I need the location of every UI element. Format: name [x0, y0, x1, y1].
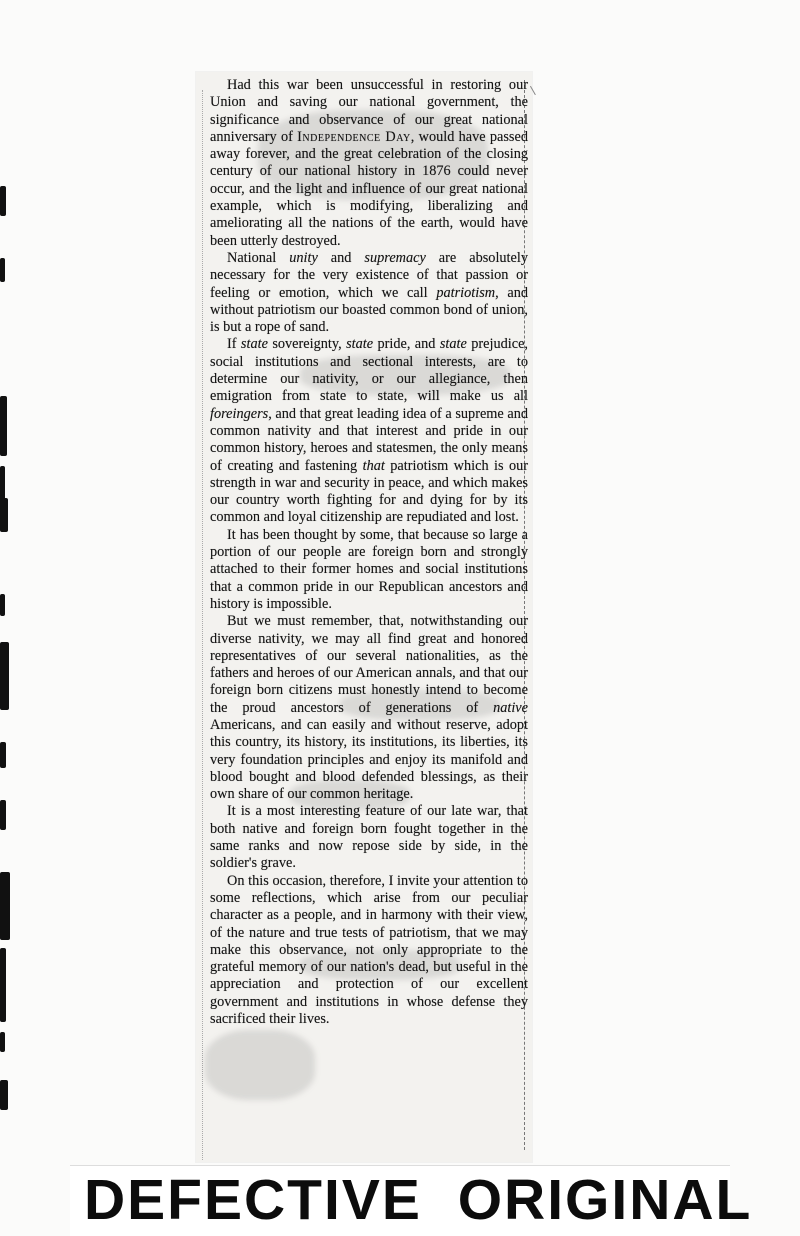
- paragraph-text: Had this war been unsuccessful in restoring our Union and saving our national government, the significance and observance of our great national anniversary of: [210, 77, 528, 145]
- paste-stain: [205, 1030, 315, 1100]
- paragraph-text: Americans, and can easily and without reserve, adopt this country, its history, its institutions, its liberties, its very foundation principles and enjoy its manifold and blood bought and blood defended blessings, as their own share of our common heritage.: [210, 716, 528, 803]
- italic-word: state: [439, 336, 467, 353]
- clipping-left-edge: [202, 90, 203, 1160]
- paragraph-text: prejudice, social institutions and sectional interests, are to determine our nativity, or our allegiance, then emigration from state to state, will make us all: [210, 336, 528, 405]
- paragraph-text: But we must remember, that, notwithstanding our diverse nativity, we may all find great and honored representatives of our several nationalities, as the fathers and heroes of our American annals, and that our foreign born citizens must honestly intend to become the proud ancestors of generations of: [210, 613, 528, 716]
- paragraph-text: If: [227, 336, 241, 353]
- paragraph-text: patriotism which is our strength in war and security in peace, and which makes our country worth fighting for and dying for by its common and loyal citizenship are repudiated and lost.: [210, 457, 529, 526]
- italic-word: unity: [289, 249, 318, 266]
- article-paragraph: [210, 250, 528, 336]
- paragraph-text: National: [227, 249, 290, 266]
- article-paragraph: [210, 803, 528, 872]
- defective-original-stamp: DEFECTIVE ORIGINAL: [84, 1168, 753, 1232]
- italic-word: foreingers: [210, 405, 269, 422]
- paragraph-text: pride, and: [373, 336, 440, 353]
- italic-word: native: [493, 699, 528, 716]
- paragraph-text: It has been thought by some, that because so large a portion of our people are foreign born and strongly attached to their former homes and social institutions that a common pride in our Republican ancestors and history is impossible.: [210, 526, 528, 612]
- article-paragraph: [210, 336, 528, 526]
- italic-word: state: [240, 336, 268, 353]
- article-paragraph: [210, 873, 528, 1029]
- paragraph-text: sovereignty,: [267, 336, 347, 353]
- paragraph-text: On this occasion, therefore, I invite your attention to some reflections, which arise from our peculiar character as a people, and in harmony with their view, of the nature and true tests of patriotism, that we may make this observance, not only appropriate to the grateful memory of our nation's dead, but useful in the appreciation and protection of our excellent government and institutions in whose defense they sacrificed their lives.: [210, 872, 528, 1028]
- article-text: [210, 77, 528, 1028]
- paragraph-text: are absolutely necessary for the very existence of that passion or feeling or emotion, which we call: [210, 249, 529, 301]
- page-binding-edge: [0, 0, 14, 1236]
- italic-word: supremacy: [364, 249, 426, 266]
- paragraph-text: and: [317, 249, 365, 266]
- article-paragraph: [210, 77, 528, 250]
- italic-word: patriotism: [436, 284, 496, 301]
- paragraph-text: It is a most interesting feature of our late war, that both native and foreign born fought together in the same ranks and now repose side by side, in the soldier's grave.: [210, 803, 528, 872]
- small-caps-phrase: Independence Day: [297, 128, 411, 145]
- article-paragraph: [210, 613, 528, 803]
- paragraph-text: , and without patriotism our boasted common bond of union, is but a rope of sand.: [210, 284, 528, 336]
- article-paragraph: [210, 527, 528, 613]
- paragraph-text: , and that great leading idea of a supreme and common nativity and that interest and pride in our common history, heroes and statesmen, the only means of creating and fastening: [210, 405, 528, 474]
- italic-word: state: [346, 336, 374, 353]
- paragraph-text: , would have passed away forever, and the great celebration of the closing century of our national history in 1876 could never occur, and the light and influence of our great national example, which is modifying, liberalizing and ameliorating all the nations of the earth, would have been utterly destroyed.: [210, 128, 528, 249]
- italic-word: that: [362, 457, 385, 474]
